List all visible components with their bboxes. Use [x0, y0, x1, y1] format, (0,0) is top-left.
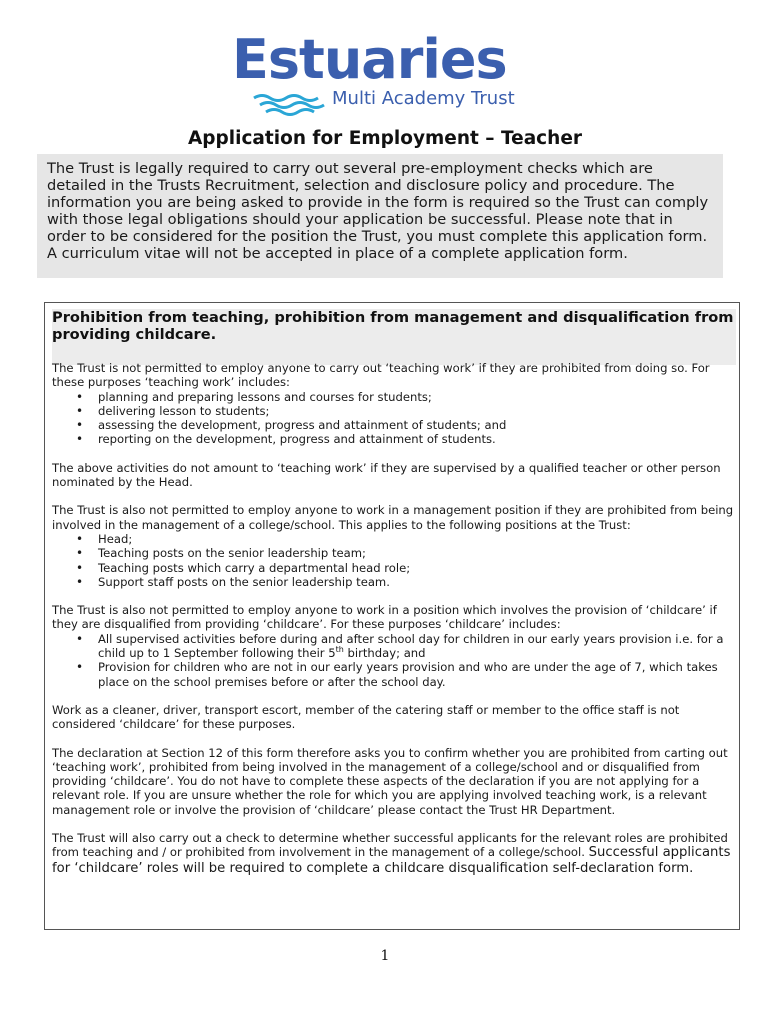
section-heading-line1: Prohibition from teaching, prohibition from management and disqualification from: [52, 309, 734, 326]
section-heading: [52, 309, 736, 365]
waves-icon: [252, 92, 332, 118]
prohibition-section: [44, 302, 740, 930]
paragraph-childcare: The Trust is also not permitted to employ anyone to work in a position which involves the provision of ‘childcare’ if they are disqualified from providing ‘childcare’. For these purposes ‘childcare’ includes:: [52, 603, 717, 632]
paragraph-teaching-work: The Trust is not permitted to employ anyone to carry out ‘teaching work’ if they are prohibited from doing so. For these purposes ‘teaching work’ includes:: [52, 361, 710, 390]
list-item: • Support staff posts on the senior leadership team.: [76, 575, 736, 589]
list-item: • assessing the development, progress and attainment of students; and: [76, 418, 736, 432]
list-item: • Head;: [76, 532, 736, 546]
list-item: • delivering lesson to students;: [76, 404, 736, 418]
paragraph-supervised: The above activities do not amount to ‘teaching work’ if they are supervised by a qualified teacher or other person nominated by the Head.: [52, 460, 721, 490]
teaching-work-list: [52, 390, 736, 447]
paragraph-not-childcare: Work as a cleaner, driver, transport escort, member of the catering staff or member to the office staff is not considered ‘childcare’ for these purposes.: [52, 702, 680, 732]
logo-title: Estuaries: [232, 28, 507, 91]
list-item: • Teaching posts on the senior leadership team;: [76, 546, 736, 560]
list-item: • Teaching posts which carry a departmental head role;: [76, 561, 736, 575]
page-title: Application for Employment – Teacher: [187, 128, 582, 149]
paragraph-management: The Trust is also not permitted to employ anyone to work in a management position if they are prohibited from being involved in the management of a college/school. This applies to the following positions at the Trust:: [52, 503, 734, 532]
trust-logo: [232, 28, 542, 116]
paragraph-checks: The Trust will also carry out a check to determine whether successful applicants for the relevant roles are prohibited from teaching and / or prohibited from involvement in the management of a college/school. Successful applicants for ‘childcare’ roles will be required to complete a childcare disqualification self-declaration form.: [52, 831, 731, 876]
childcare-list: [52, 632, 736, 689]
list-item: • reporting on the development, progress and attainment of students.: [76, 432, 736, 446]
section-heading-line2: providing childcare.: [52, 326, 217, 343]
list-item: • Provision for children who are not in our early years provision and who are under the age of 7, which takes place on the school premises before or after the school day.: [76, 660, 736, 689]
logo-subtitle: Multi Academy Trust: [332, 88, 515, 109]
list-item: • planning and preparing lessons and courses for students;: [76, 390, 736, 404]
list-item: • All supervised activities before during and after school day for children in our early years provision i.e. for a child up to 1 September following their 5th birthday; and: [76, 632, 736, 661]
section-body: [52, 361, 736, 876]
management-positions-list: [52, 532, 736, 589]
intro-paragraph: The Trust is legally required to carry out several pre-employment checks which are detailed in the Trusts Recruitment, selection and disclosure policy and procedure. The information you are being asked to provide in the form is required so the Trust can comply with those legal obligations should your application be successful. Please note that in order to be considered for the position the Trust, you must complete this application form. A curriculum vitae will not be accepted in place of a complete application form.: [37, 154, 723, 278]
page-number: 1: [380, 948, 390, 964]
paragraph-declaration: The declaration at Section 12 of this form therefore asks you to confirm whether you are prohibited from carting out ‘teaching work’, prohibited from being involved in the management of a college/school and or disqualified from providing ‘childcare’. You do not have to complete these aspects of the declaration if you are not applying for a relevant role. If you are unsure whether the role for which you are applying involved teaching work, is a relevant management role or involve the provision of ‘childcare’ please contact the Trust HR Department.: [52, 745, 728, 817]
